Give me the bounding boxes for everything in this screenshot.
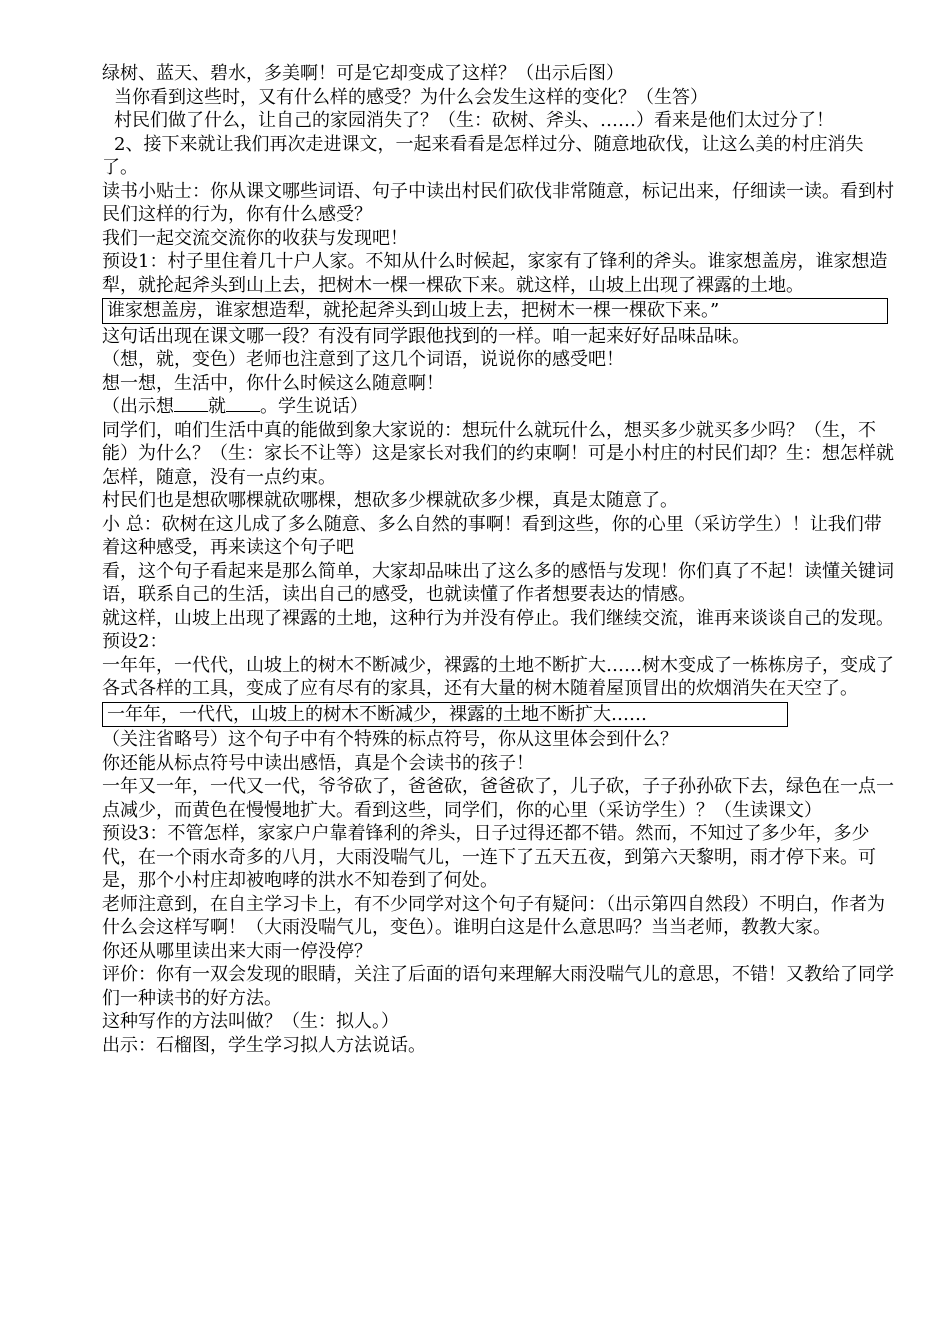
boxed-quote: 谁家想盖房，谁家想造犁，就抡起斧头到山坡上去，把树木一棵一棵砍下来。” [102, 298, 888, 324]
paragraph: 我们一起交流交流你的收获与发现吧！ [102, 227, 408, 249]
paragraph: 你还从哪里读出来大雨一停没停？ [102, 940, 372, 962]
fill-suffix: 。学生说话） [260, 396, 368, 417]
paragraph: 一年又一年，一代又一代，爷爷砍了，爸爸砍，爸爸砍了，儿子砍，子子孙孙砍下去，绿色在一点一点减少，而黄色在慢慢地扩大。看到这些，同学们，你的心里（采访学生）？（生读课文） [102, 776, 894, 821]
paragraph: 小 总：砍树在这儿成了多么随意、多么自然的事啊！看到这些，你的心里（采访学生）！让我们带着这种感受，再来读这个句子吧 [102, 513, 882, 558]
paragraph: 读书小贴士：你从课文哪些词语、句子中读出村民们砍伐非常随意，标记出来，仔细读一读。看到村民们这样的行为，你有什么感受？ [102, 180, 894, 225]
paragraph: 预设3：不管怎样，家家户户靠着锋利的斧头，日子过得还都不错。然而，不知过了多少年，多少代，在一个雨水奇多的八月，大雨没喘气儿，一连下了五天五夜，到第六天黎明，雨才停下来。可是，那个小村庄却被咆哮的洪水不知卷到了何处。 [102, 823, 876, 891]
fill-prefix: （出示想 [102, 396, 174, 417]
paragraph: 同学们，咱们生活中真的能做到象大家说的：想玩什么就玩什么，想买多少就买多少吗？（生，不能）为什么？（生：家长不让等）这是家长对我们的约束啊！可是小村庄的村民们却？生：想怎样就怎样，随意，没有一点约束。 [102, 419, 894, 488]
paragraph: 预设1：村子里住着几十户人家。不知从什么时候起，家家有了锋利的斧头。谁家想盖房，谁家想造犁，就抡起斧头到山上去，把树木一棵一棵砍下来。就这样，山坡上出现了裸露的土地。 [102, 251, 888, 296]
paragraph: 就这样，山坡上出现了裸露的土地，这种行为并没有停止。我们继续交流，谁再来谈谈自己的发现。 [102, 607, 894, 629]
paragraph: 老师注意到，在自主学习卡上，有不少同学对这个句子有疑问：（出示第四自然段）不明白，作者为什么会这样写啊！（大雨没喘气儿，变色）。谁明白这是什么意思吗？当当老师，教教大家。 [102, 893, 885, 938]
paragraph: 看，这个句子看起来是那么简单，大家却品味出了这么多的感悟与发现！你们真了不起！读懂关键词语，联系自己的生活，读出自己的感受，也就读懂了作者想要表达的情感。 [102, 560, 894, 605]
paragraph: 这句话出现在课文哪一段？有没有同学跟他找到的一样。咱一起来好好品味品味。 [102, 325, 750, 347]
paragraph: 村民们做了什么，让自己的家园消失了？（生：砍树、斧头、……）看来是他们太过分了！ [114, 110, 834, 131]
paragraph: 当你看到这些时，又有什么样的感受？为什么会发生这样的变化？（生答） [114, 86, 708, 108]
paragraph: 预设2： [102, 631, 168, 652]
fill-mid: 就 [208, 396, 226, 417]
paragraph: 2、接下来就让我们再次走进课文，一起来看看是怎样过分、随意地砍伐，让这么美的村庄消失了。 [102, 133, 864, 178]
boxed-quote: 一年年，一代代，山坡上的树木不断减少，裸露的土地不断扩大…… [102, 702, 788, 728]
blank-line [174, 395, 208, 412]
paragraph: 出示：石榴图，学生学习拟人方法说话。 [102, 1034, 426, 1056]
paragraph: 这种写作的方法叫做？（生：拟人。） [102, 1011, 399, 1032]
paragraph: 绿树、蓝天、碧水，多美啊！可是它却变成了这样？（出示后图） [102, 63, 624, 84]
paragraph: （关注省略号）这个句子中有个特殊的标点符号，你从这里体会到什么？ [102, 729, 678, 750]
paragraph: 一年年，一代代，山坡上的树木不断减少，裸露的土地不断扩大……树木变成了一栋栋房子，变成了各式各样的工具，变成了应有尽有的家具，还有大量的树木随着屋顶冒出的炊烟消失在天空了。 [102, 654, 894, 699]
paragraph: 想一想，生活中，你什么时候这么随意啊！ [102, 372, 444, 394]
paragraph: 村民们也是想砍哪棵就砍哪棵，想砍多少棵就砍多少棵，真是太随意了。 [102, 490, 678, 511]
paragraph: （想，就，变色）老师也注意到了这几个词语，说说你的感受吧！ [102, 349, 624, 370]
blank-line [226, 395, 260, 412]
document-body [102, 62, 894, 1057]
paragraph: 评价：你有一双会发现的眼睛，关注了后面的语句来理解大雨没喘气儿的意思，不错！又教给了同学们一种读书的好方法。 [102, 964, 894, 1009]
paragraph: 你还能从标点符号中读出感悟，真是个会读书的孩子！ [102, 752, 534, 774]
fill-in-blank-line [102, 395, 894, 419]
